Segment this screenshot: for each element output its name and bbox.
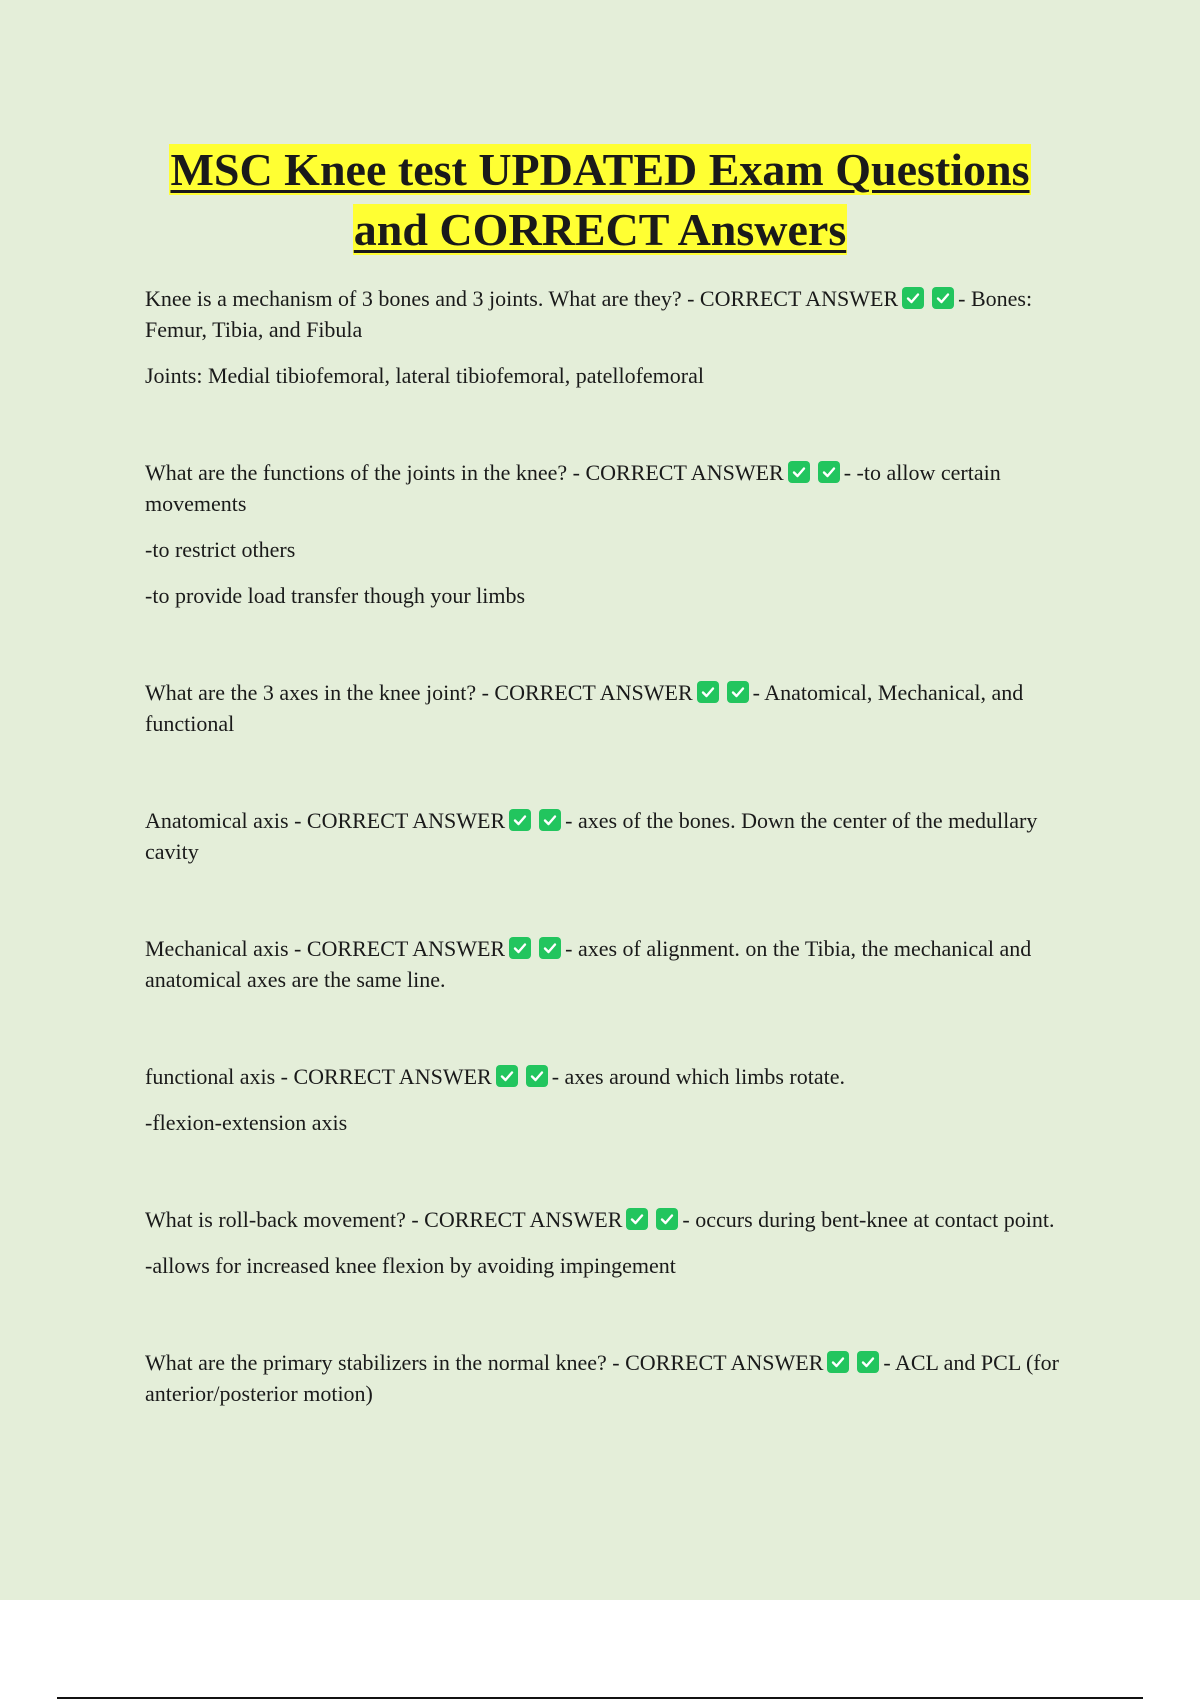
- title-line-1: MSC Knee test UPDATED Exam Questions: [170, 144, 1030, 195]
- check-mark-icon: [932, 287, 954, 309]
- qa-item: [145, 1204, 1095, 1281]
- answer-detail-line: -flexion-extension axis: [145, 1110, 348, 1135]
- question-text: Anatomical axis - CORRECT ANSWER: [145, 808, 506, 833]
- answer-detail-line: Joints: Medial tibiofemoral, lateral tibiofemoral, patellofemoral: [145, 363, 704, 388]
- check-mark-icon: [788, 461, 810, 483]
- answer-text: - axes of alignment. on the Tibia, the mechanical and anatomical axes are the same line.: [145, 936, 1032, 992]
- answer-text: - occurs during bent-knee at contact point.: [682, 1207, 1055, 1232]
- check-mark-icon: [496, 1065, 518, 1087]
- check-mark-icon: [509, 809, 531, 831]
- check-mark-icon: [526, 1065, 548, 1087]
- qa-question-line: [145, 457, 1095, 519]
- check-mark-icon: [697, 681, 719, 703]
- check-mark-icon: [902, 287, 924, 309]
- question-text: Knee is a mechanism of 3 bones and 3 joints. What are they? - CORRECT ANSWER: [145, 286, 899, 311]
- check-mark-icon: [539, 937, 561, 959]
- check-mark-icon: [509, 937, 531, 959]
- answer-text: - axes of the bones. Down the center of the medullary cavity: [145, 808, 1038, 864]
- check-mark-icon: [656, 1208, 678, 1230]
- title-line-2: and CORRECT Answers: [353, 204, 847, 255]
- check-mark-icon: [727, 681, 749, 703]
- check-mark-icon: [827, 1351, 849, 1373]
- question-text: What are the primary stabilizers in the normal knee? - CORRECT ANSWER: [145, 1350, 824, 1375]
- question-text: What are the functions of the joints in the knee? - CORRECT ANSWER: [145, 460, 784, 485]
- qa-item: [145, 457, 1095, 611]
- answer-detail-line: -to restrict others: [145, 537, 296, 562]
- question-text: Mechanical axis - CORRECT ANSWER: [145, 936, 506, 961]
- answer-text: - -to allow certain movements: [145, 460, 1001, 516]
- qa-question-line: [145, 283, 1095, 345]
- check-mark-icon: [626, 1208, 648, 1230]
- question-text: functional axis - CORRECT ANSWER: [145, 1064, 492, 1089]
- answer-detail-line: -allows for increased knee flexion by avoiding impingement: [145, 1253, 676, 1278]
- qa-item: [145, 1061, 1095, 1138]
- check-mark-icon: [539, 809, 561, 831]
- qa-item: [145, 805, 1095, 867]
- question-text: What are the 3 axes in the knee joint? - CORRECT ANSWER: [145, 680, 693, 705]
- answer-text: - ACL and PCL (for anterior/posterior motion): [145, 1350, 1059, 1406]
- question-text: What is roll-back movement? - CORRECT ANSWER: [145, 1207, 623, 1232]
- qa-item: [145, 677, 1095, 739]
- check-mark-icon: [818, 461, 840, 483]
- answer-text: - Anatomical, Mechanical, and functional: [145, 680, 1024, 736]
- check-mark-icon: [857, 1351, 879, 1373]
- qa-question-line: [145, 805, 1095, 867]
- answer-text: - axes around which limbs rotate.: [551, 1064, 845, 1089]
- qa-question-line: [145, 1204, 1095, 1235]
- qa-item: [145, 283, 1095, 391]
- answer-detail-line: -to provide load transfer though your limbs: [145, 583, 526, 608]
- answer-text: - Bones: Femur, Tibia, and Fibula: [145, 286, 1033, 342]
- footer-divider: [57, 1697, 1143, 1699]
- qa-question-line: [145, 933, 1095, 995]
- qa-list: [145, 283, 1095, 1475]
- qa-item: [145, 1347, 1095, 1409]
- qa-question-line: [145, 677, 1095, 739]
- qa-question-line: [145, 1347, 1095, 1409]
- qa-question-line: [145, 1061, 1095, 1092]
- qa-item: [145, 933, 1095, 995]
- page-title: [0, 140, 1200, 260]
